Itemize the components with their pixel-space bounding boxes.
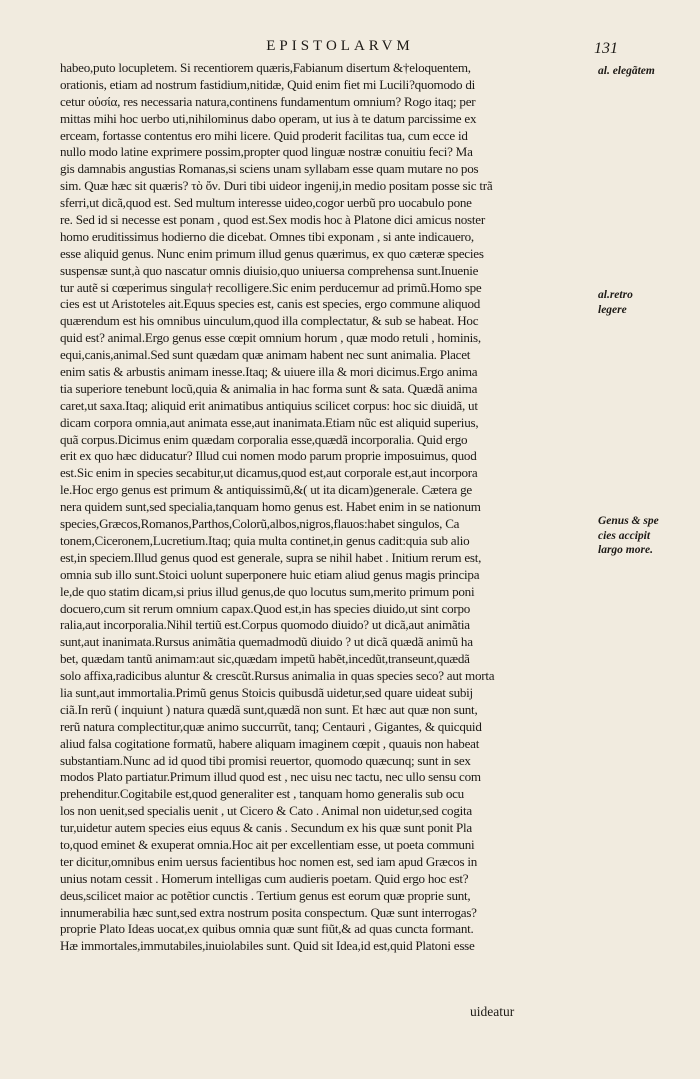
text-line: homo eruditissimus hodierno die dicebat. Omnes tibi exponam , si ante indicauero, [60, 228, 474, 244]
margin-note-line: largo more. [598, 544, 653, 556]
text-line: quã corpus.Dicimus enim quædam corporalia esse,quædã incorporalia. Quid ergo [60, 431, 468, 447]
text-line: le,de quo statim dicam,si prius illud genus,de quo locutus sum,merito primum poni [60, 583, 475, 599]
text-line: nullo modo latine exprimere possim,propter quod linguæ nostræ conuitiu feci? Ma [60, 144, 473, 160]
text-line: orationis, etiam ad nostrum fastidium,nitidæ, Quid enim fiet mi Lucili?quomodo di [60, 76, 476, 92]
text-line: tur,uidetur autem species eius equus & canis . Secundum ex his quæ sunt ponit Pla [60, 820, 472, 836]
page-number: 131 [594, 40, 618, 57]
text-line: caret,ut saxa.Itaq; aliquid erit animatibus antiquius scilicet corpus: hoc sic diuidã, ut [60, 397, 478, 413]
text-line: tia superiore tenebunt locũ,quia & animalia in hac forma sunt & sata. Quædã anima [60, 380, 478, 396]
text-line: to,quod eminet & exuperat omnia.Hoc ait per excellentiam esse, ut poeta communi [60, 836, 475, 852]
margin-note-2 [598, 288, 698, 317]
text-line: sunt,aut inanimata.Rursus animãtia quemadmodũ diuido ? ut dicã quædã animũ ha [60, 634, 473, 650]
text-line: innumerabilia hæc sunt,sed extra nostrum posita conspectum. Quæ sunt interrogas? [60, 904, 477, 920]
text-line: esse aliquid genus. Nunc enim primum illud genus quærimus, ex quo cæteræ species [60, 245, 484, 261]
margin-note-line: al. elegãtem [598, 65, 655, 77]
margin-note-1 [598, 64, 698, 79]
text-line: equi,canis,animal.Sed sunt quædam quæ animam habent nec sunt animalia. Placet [60, 347, 471, 363]
text-line: erceam, fortasse contentus ero mihi licere. Quid proderit facilitas tua, cum ecce id [60, 127, 468, 143]
text-line: omnia sub illo sunt.Stoici uolunt superponere huic etiam aliud genus magis principa [60, 566, 480, 582]
body-text [60, 60, 596, 955]
text-line: docuero,cum sit rerum omnium capax.Quod est,in has species diuido,ut sint corpo [60, 600, 471, 616]
text-line: nera quidem sunt,sed specialia,tanquam homo genus est. Habet enim in se nationum [60, 499, 481, 515]
text-line: dicam corpora omnia,aut animata esse,aut inanimata.Etiam nũc est aliquid superius, [60, 414, 479, 430]
text-line: solo affixa,radicibus aluntur & crescũt.Rursus animalia in quas species seco? aut morta [60, 668, 495, 684]
text-line: lia sunt,aut immortalia.Primũ genus Stoicis quibusdã uidetur,sed quare uideat subij [60, 684, 473, 700]
text-line: ralia,aut incorporalia.Nihil tertiũ est.Corpus quomodo diuido? ut dicã,aut animãtia [60, 617, 470, 633]
text-line: Hæ immortales,immutabiles,inuiolabiles sunt. Quid sit Idea,id est,quid Platoni esse [60, 938, 475, 954]
text-line: deus,scilicet maior ac potẽtior cunctis . Tertium genus est eorum quæ proprie sunt, [60, 887, 471, 903]
text-line: tonem,Ciceronem,Lucretium.Itaq; quia multa continet,in genus cadit:quia sub alio [60, 532, 470, 548]
text-line: bet, quædam tantũ animam:aut sic,quædam impetũ habẽt,incedũt,transeunt,quædã [60, 651, 470, 667]
text-line: erit ex quo hæc diducatur? Illud cui nomen modo parum proprie imposuimus, quod [60, 448, 477, 464]
text-line: unius notam cessit . Homerum intelligas cum audieris poetam. Quid ergo hoc est? [60, 870, 469, 886]
text-line: los non uenit,sed specialis uenit , ut Cicero & Cato . Animal non uidetur,sed cogita [60, 803, 472, 819]
text-line: proprie Plato Ideas uocat,ex quibus omnia quæ sunt fiũt,& ad quas cuncta formant. [60, 921, 474, 937]
text-line: cies est ut Aristoteles ait.Equus species est, canis est species, ergo commune aliquod [60, 296, 481, 312]
text-line: sferri,ut dicã,quod est. Sed multum interesse uideo,cogor uerbũ pro uocabulo pone [60, 195, 472, 211]
margin-note-line: Genus & spe [598, 515, 659, 527]
text-line: tur autẽ si cœperimus singula† recolligere.Sic enim perducemur ad primũ.Homo spe [60, 279, 482, 295]
text-line: substantiam.Nunc ad id quod tibi promisi reuertor, quomodo quæcunq; sunt in sex [60, 752, 471, 768]
text-line: quærendum est his omnibus uinculum,quod illa complectatur, & sub se habeat. Hoc [60, 313, 479, 329]
text-line: le.Hoc ergo genus est primum & antiquissimũ,&( ut ita dicam)generale. Cætera ge [60, 482, 472, 498]
margin-note-line: legere [598, 303, 627, 316]
text-line: quid est? animal.Ergo genus esse cœpit omnium horum , quæ modo retuli , hominis, [60, 330, 481, 346]
running-head: EPISTOLARVM [266, 38, 414, 54]
text-line: ciã.In rerũ ( inquiunt ) natura quædã sunt,quædã non sunt. Et hæc aut quæ non sunt, [60, 701, 478, 717]
page-header [60, 38, 620, 60]
text-line: est.Sic enim in species secabitur,ut dicamus,quod est,aut corporale est,aut incorpora [60, 465, 478, 481]
text-line: cetur οὐσία, res necessaria natura,continens fundamentum omnium? Rogo itaq; per [60, 93, 476, 109]
text-line: sim. Quæ hæc sit quæris? τὸ ὄν. Duri tibi uideor ingenij,in medio positam posse sic trã [60, 178, 493, 194]
margin-note-3 [598, 514, 698, 558]
text-line: re. Sed id si necesse est ponam , quod est.Sex modis hoc à Platone dici amicus noster [60, 212, 485, 228]
text-line: mittas mihi hoc uerbo uti,nihilominus dabo operam, ut ius à te datum parcissime ex [60, 110, 477, 126]
text-line: ter dicitur,omnibus enim uersus facientibus hoc nomen est, sed iam apud Græcos in [60, 853, 478, 869]
text-line: gis damnabis angustias Romanas,si sciens unam syllabam esse quam mutare no pos [60, 161, 479, 177]
text-line: aliud falsa cogitatione formatũ, habere aliquam imaginem cœpit , quauis non habeat [60, 735, 480, 751]
catchword: uideatur [470, 1004, 515, 1019]
text-line: species,Græcos,Romanos,Parthos,Colorũ,albos,nigros,flauos:habet singulos, Ca [60, 516, 460, 532]
text-line: habeo,puto locupletem. Si recentiorem quæris,Fabianum disertum &†eloquentem, [60, 60, 471, 75]
text-line: suspensæ sunt,à quo nascatur omnis diuisio,quo uniuersa comprehensa sunt.Inuenie [60, 262, 479, 278]
text-line: est,in speciem.Illud genus quod est generale, supra se nihil habet . Initium rerum est, [60, 549, 482, 565]
text-line: modos Plato partiatur.Primum illud quod est , nec uisu nec tactu, nec ullo sensu com [60, 769, 481, 785]
margin-note-line: cies accipit [598, 529, 651, 542]
text-line: prehenditur.Cogitabile est,quod generaliter est , tanquam homo generalis sub ocu [60, 786, 464, 802]
text-line: enim satis & arbustis animam inesse.Itaq; & uiuere illa & mori dicimus.Ergo anima [60, 364, 478, 380]
text-line: rerũ natura complectitur,quæ animo succurrũt, tanq; Centauri , Gigantes, & quicquid [60, 718, 482, 734]
margin-note-line: al.retro [598, 289, 633, 301]
